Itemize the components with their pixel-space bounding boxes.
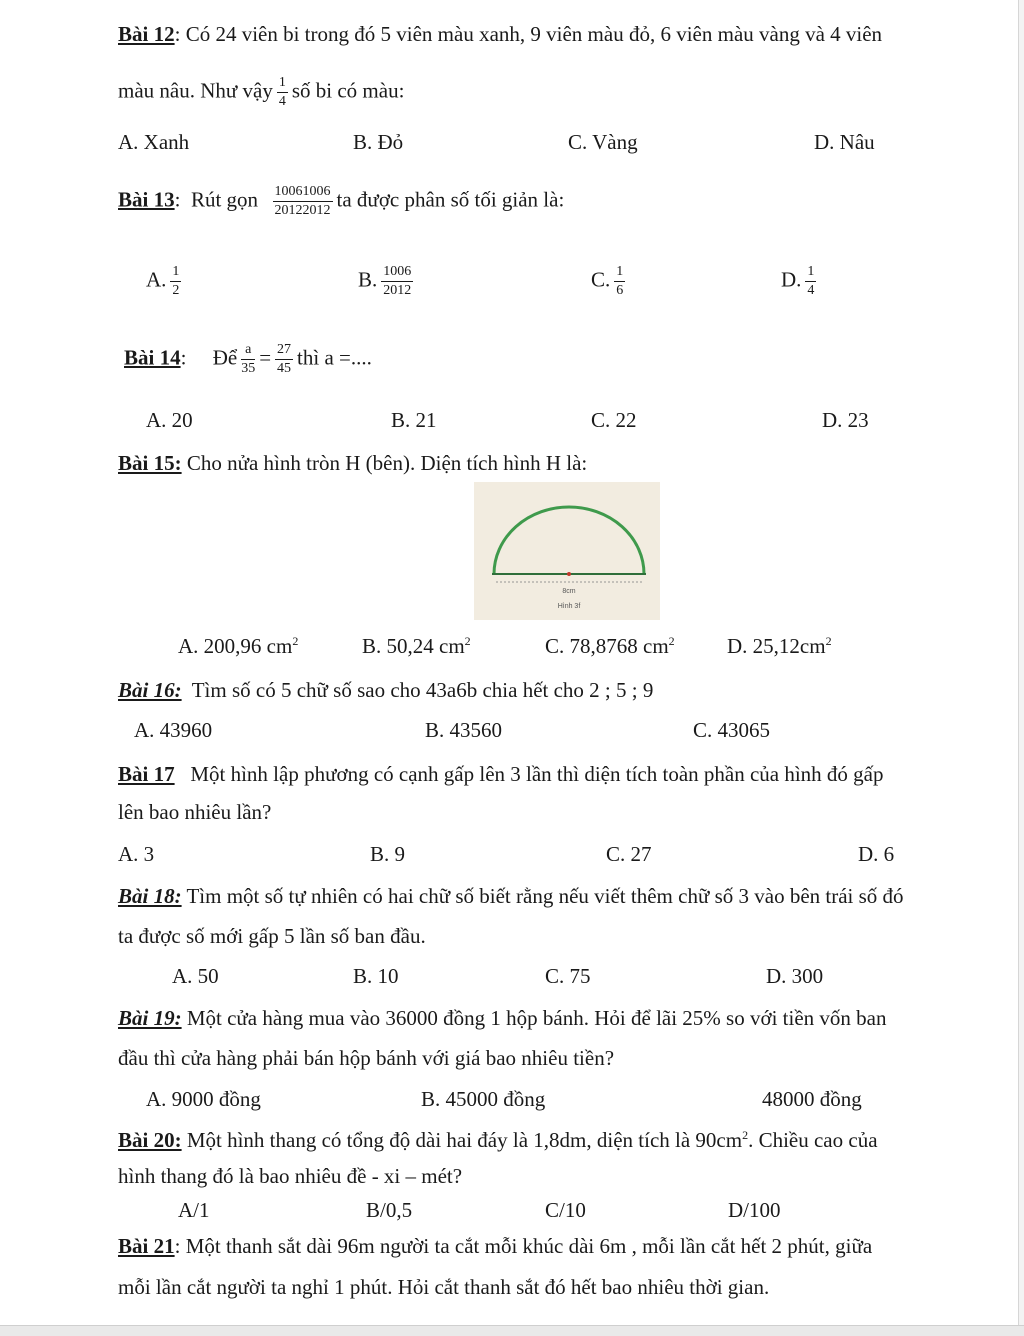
semicircle-svg <box>474 482 660 620</box>
fraction: $\frac{1}{4}$ <box>278 75 286 109</box>
problem-18-line2: ta được số mới gấp 5 lần số ban đầu. <box>118 924 426 948</box>
problem-12-label: Bài 12 <box>118 22 175 46</box>
fraction: $\frac{27}{45}$ <box>277 342 292 376</box>
option-b: B. 43560 <box>425 718 503 742</box>
problem-20-label: Bài 20: <box>118 1128 182 1152</box>
fraction: $\frac{1}{4}$ <box>807 264 815 298</box>
option-c: C. Vàng <box>568 130 638 154</box>
option-d: D. 23 <box>822 408 869 432</box>
semicircle-figure <box>474 482 660 620</box>
option-c: C. 27 <box>606 842 652 866</box>
option-c: C. 78,8768 $cm^2$ <box>545 634 675 658</box>
option-a: A. 200,96 $cm^2$ <box>178 634 299 658</box>
problem-16-label: Bài 16: <box>118 678 182 702</box>
option-c: C. $\frac{1}{6}$ <box>591 264 624 298</box>
option-b: B. 9 <box>370 842 406 866</box>
problem-13-line: Bài 13: Rút gọn $\frac{10061006}{20122012}$ ta được phân số tối giản là: <box>118 184 565 218</box>
problem-19-line1: Bài 19: Một cửa hàng mua vào 36000 đồng 1 hộp bánh. Hỏi để lãi 25% so với tiền vốn ban <box>118 1006 887 1030</box>
option-b: B/0,5 <box>366 1198 413 1222</box>
problem-21-label: Bài 21 <box>118 1234 175 1258</box>
problem-14-line: Bài 14: Để $\frac{a}{35}$ = $\frac{27}{45}$ thì a =.... <box>124 342 372 376</box>
problem-18-label: Bài 18: <box>118 884 182 908</box>
option-d: D. 300 <box>766 964 824 988</box>
option-d: D. $\frac{1}{4}$ <box>781 264 815 298</box>
page-edge-right <box>1018 0 1024 1325</box>
fraction: $\frac{a}{35}$ <box>241 342 256 376</box>
option-c: C. 43065 <box>693 718 771 742</box>
problem-16-line: Bài 16: Tìm số có 5 chữ số sao cho 43a6b chia hết cho 2 ; 5 ; 9 <box>118 678 654 702</box>
option-d: D/100 <box>728 1198 781 1222</box>
option-b: B. 10 <box>353 964 399 988</box>
problem-21-line1: Bài 21: Một thanh sắt dài 96m người ta cắt mỗi khúc dài 6m , mỗi lần cắt hết 2 phút, giữa <box>118 1234 873 1258</box>
problem-13-label: Bài 13 <box>118 187 175 212</box>
option-d: D. $25,12cm^2$ <box>727 634 832 658</box>
problem-15-label: Bài 15: <box>118 451 182 475</box>
problem-18-line1: Bài 18: Tìm một số tự nhiên có hai chữ số biết rằng nếu viết thêm chữ số 3 vào bên trái số đó <box>118 884 904 908</box>
problem-15-line: Bài 15: Cho nửa hình tròn H (bên). Diện tích hình H là: <box>118 451 588 475</box>
option-a: A. 20 <box>146 408 193 432</box>
semicircle-arc <box>494 507 644 574</box>
problem-12-line1: Bài 12: Có 24 viên bi trong đó 5 viên màu xanh, 9 viên màu đỏ, 6 viên màu vàng và 4 viên <box>118 22 883 46</box>
center-point <box>567 572 571 576</box>
fraction: $\frac{1}{6}$ <box>616 264 624 298</box>
figure-caption: Hình 3f <box>557 603 581 610</box>
option-a: A. $\frac{1}{2}$ <box>146 264 180 298</box>
fraction: $\frac{1}{2}$ <box>172 264 180 298</box>
fraction: $\frac{1006}{2012}$ <box>383 264 412 298</box>
problem-20-line2: hình thang đó là bao nhiêu đề - xi – mét? <box>118 1164 463 1188</box>
option-c: C. 22 <box>591 408 637 432</box>
option-a: A. Xanh <box>118 130 190 154</box>
problem-12-line2: màu nâu. Như vậy $\frac{1}{4}$ số bi có màu: <box>118 75 405 109</box>
option-c: 48000 đồng <box>762 1087 862 1111</box>
dimension-label: 8cm <box>562 588 576 595</box>
option-b: B. $\frac{1006}{2012}$ <box>358 264 412 298</box>
option-a: A. 3 <box>118 842 155 866</box>
option-a: A/1 <box>178 1198 210 1222</box>
option-d: D. 6 <box>858 842 895 866</box>
page-edge-bottom <box>0 1325 1024 1336</box>
problem-17-line1: Bài 17 Một hình lập phương có cạnh gấp lên 3 lần thì diện tích toàn phần của hình đó gấp <box>118 762 884 786</box>
problem-14-label: Bài 14 <box>124 345 181 370</box>
option-b: B. 45000 đồng <box>421 1087 546 1111</box>
fraction: $\frac{10061006}{20122012}$ <box>274 184 331 218</box>
option-a: A. 50 <box>172 964 219 988</box>
option-c: C. 75 <box>545 964 591 988</box>
problem-19-line2: đầu thì cửa hàng phải bán hộp bánh với giá bao nhiêu tiền? <box>118 1046 615 1070</box>
option-b: B. 21 <box>391 408 437 432</box>
problem-17-label: Bài 17 <box>118 762 175 786</box>
option-d: D. Nâu <box>814 130 875 154</box>
option-a: A. 43960 <box>134 718 213 742</box>
problem-20-line1: Bài 20: Một hình thang có tổng độ dài hai đáy là 1,8dm, diện tích là $90cm^2$. Chiều cao của <box>118 1128 878 1152</box>
problem-19-label: Bài 19: <box>118 1006 182 1030</box>
problem-17-line2: lên bao nhiêu lần? <box>118 800 272 824</box>
option-c: C/10 <box>545 1198 586 1222</box>
option-a: A. 9000 đồng <box>146 1087 261 1111</box>
option-b: B. Đỏ <box>353 130 404 154</box>
option-b: B. 50,24 $cm^2$ <box>362 634 471 658</box>
problem-21-line2: mỗi lần cắt người ta nghỉ 1 phút. Hỏi cắt thanh sắt đó hết bao nhiêu thời gian. <box>118 1275 770 1299</box>
